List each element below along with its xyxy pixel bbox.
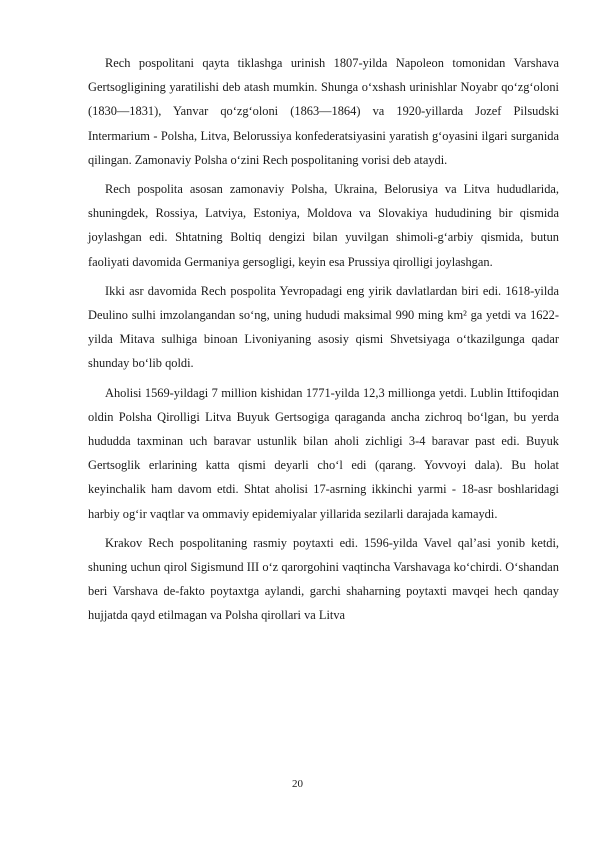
paragraph: Rech pospolitani qayta tiklashga urinish 1807-yilda Napoleon tomonidan Varshava Gertsogligining yaratilishi deb atash mumkin. Shunga oʻxshash urinishlar Noyabr qoʻzgʻoloni (1830—1831), Yanvar qoʻzgʻoloni (1863—1864) va 1920-yillarda Jozef Pilsudski Intermarium - Polsha, Litva, Belorussiya konfederatsiyasini yaratish gʻoyasini ilgari surganida qilingan. Zamonaviy Polsha oʻzini Rech pospolitaning vorisi deb ataydi.	[88, 56, 559, 167]
paragraph: Krakov Rech pospolitaning rasmiy poytaxti edi. 1596-yilda Vavel qalʼasi yonib ketdi, shuning uchun qirol Sigismund III oʻz qarorgohini vaqtincha Varshavaga koʻchirdi. Oʻshandan beri Varshava de-fakto poytaxtga aylandi, garchi shaharning poytaxti mavqei hech qanday hujjatda qayd etilmagan va Polsha qirollari va Litva	[88, 535, 559, 623]
body-text	[88, 51, 559, 633]
paragraph: Ikki asr davomida Rech pospolita Yevropadagi eng yirik davlatlardan biri edi. 1618-yilda Deulino sulhi imzolangandan soʻng, uning hududi maksimal 990 ming km² ga yetdi va 1622-yilda Mitava sulhiga binoan Livoniyaning asosiy qismi Shvetsiyaga oʻtkazilgunga qadar shunday boʻlib qoldi.	[88, 283, 559, 371]
paragraph: Rech pospolita asosan zamonaviy Polsha, Ukraina, Belorusiya va Litva hududlarida, shuningdek, Rossiya, Latviya, Estoniya, Moldova va Slovakiya hududining bir qismida joylashgan edi. Shtatning Boltiq dengizi bilan yuvilgan shimoli-gʻarbiy qismida, butun faoliyati davomida Germaniya gersogligi, keyin esa Prussiya qirolligi joylashgan.	[88, 182, 559, 269]
paragraph: Aholisi 1569-yildagi 7 million kishidan 1771-yilda 12,3 millionga yetdi. Lublin Ittifoqidan oldin Polsha Qirolligi Litva Buyuk Gertsogiga qaraganda ancha zichroq boʻlgan, bu yerda hududda taxminan uch baravar ustunlik bilan aholi zichligi 3-4 baravar past edi. Buyuk Gertsoglik erlarining katta qismi deyarli choʻl edi (qarang. Yovvoyi dala). Bu holat keyinchalik ham davom etdi. Shtat aholisi 17-asrning ikkinchi yarmi - 18-asr boshlaridagi harbiy ogʻir vaqtlar va ommaviy epidemiyalar yillarida sezilarli darajada kamaydi.	[88, 385, 559, 521]
page-number: 20	[292, 778, 303, 790]
